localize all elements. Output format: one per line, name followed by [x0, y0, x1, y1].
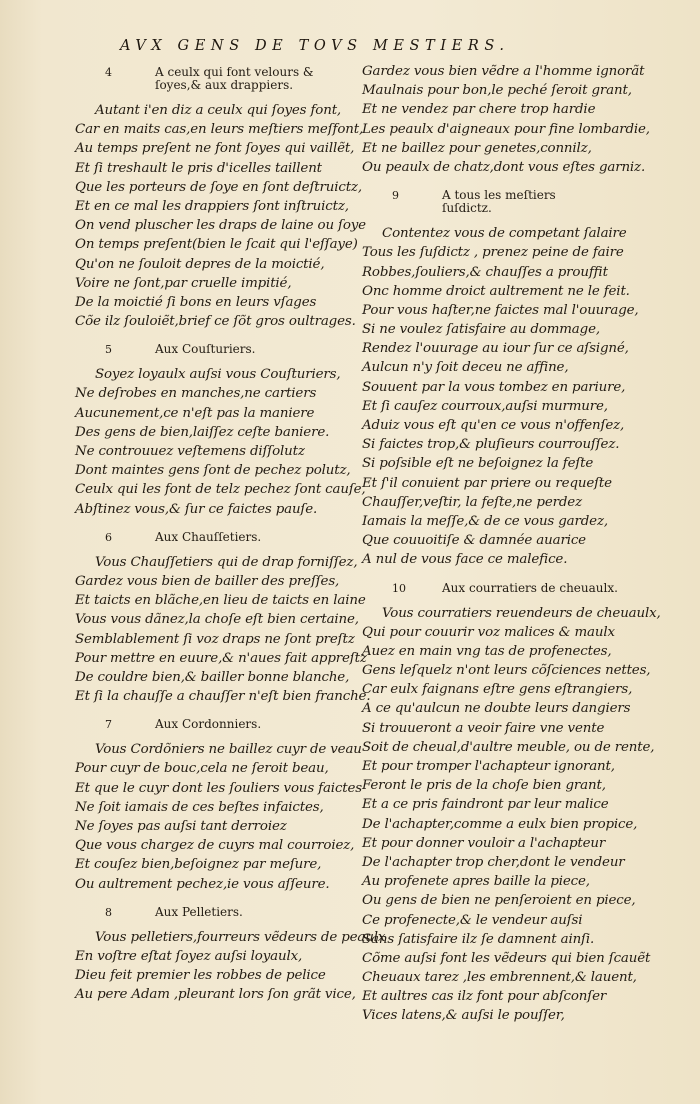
verse-line: Abſtinez vous,& ſur ce faictes pauſe. — [75, 501, 318, 517]
verse-line: Vous pelletiers,fourreurs vẽdeurs de peaulx — [95, 929, 386, 945]
verse-line: Pour mettre en euure,& n'aues fait appreſtz — [75, 650, 367, 666]
section-number: 8 — [105, 905, 112, 919]
verse-line: Ou aultrement pechez,ie vous aſſeure. — [75, 876, 330, 892]
section-heading — [75, 718, 375, 731]
verse-line: Et aultres cas ilz font pour abſconſer — [362, 989, 607, 1005]
section-number: 6 — [105, 530, 112, 544]
verse-line: Au profenete apres baille la piece, — [362, 874, 590, 890]
verse-line: Semblablement ſi voz draps ne ſont preſtz — [75, 631, 355, 647]
right-column — [362, 62, 662, 1034]
verse-line: Voire ne ſont,par cruelle impitié, — [75, 275, 292, 291]
section-heading — [75, 906, 375, 919]
verse-line: De la moictié ſi bons en leurs vſages — [75, 294, 317, 310]
verse-line: Ce profenecte,& le vendeur auſsi — [362, 912, 583, 928]
verse-line: Qu'on ne ſouloit depres de la moictié, — [75, 256, 325, 272]
verse-line: Ne controuuez veſtemens diſſolutz — [75, 444, 305, 459]
verse-line: Robbes,ſouliers,& chauſſes a prouffit — [362, 264, 608, 280]
verse-line: Dieu feit premier les robbes de pelice — [75, 968, 326, 984]
section-title: A tous les meſtiers ſuſdictz. — [442, 188, 556, 216]
verse-line: Et couſez bien,beſoignez par meſure, — [75, 857, 322, 873]
section-heading — [75, 66, 375, 92]
section-title: Aux Pelletiers. — [155, 904, 243, 919]
verse-line: Auez en main vng tas de profenectes, — [362, 643, 612, 659]
left-column — [75, 62, 386, 1013]
verse-line: Chauſſer,veſtir, la feſte,ne perdez — [362, 494, 582, 510]
verse-line: Ne ſoyes pas auſsi tant derroiez — [75, 819, 287, 834]
verse-line: Que les porteurs de ſoye en ſont deſtruictz, — [75, 179, 362, 195]
verse-line: Et pour tromper l'achapteur ignorant, — [362, 759, 615, 774]
verse-line: Soit de cheual,d'aultre meuble, ou de rente, — [362, 739, 655, 755]
section-heading — [362, 582, 662, 595]
verse-line: Contentez vous de competant ſalaire — [382, 226, 627, 242]
verse-line: Si trouueront a veoir faire vne vente — [362, 720, 605, 736]
verse-line: Et ſi treshault le pris d'icelles taillent — [75, 160, 322, 176]
verse-line: Soyez loyaulx auſsi vous Couſturiers, — [95, 367, 341, 383]
verse-line: Cõme auſsi font les vẽdeurs qui bien ſcauẽt — [362, 950, 651, 966]
verse-line: Vices latens,& auſsi le pouſſer, — [362, 1008, 565, 1024]
verse-line: Ou peaulx de chatz,dont vous eſtes garniz. — [362, 159, 646, 175]
verse-line: Ou gens de bien ne penſeroient en piece, — [362, 893, 636, 909]
verse-line: Car en maits cas,en leurs meſtiers meſfont, — [75, 122, 364, 138]
section-number: 7 — [105, 718, 112, 732]
verse-line: Maulnais pour bon,le peché ſeroit grant, — [362, 83, 632, 99]
verse-line: Les peaulx d'aigneaux pour fine lombardie, — [362, 121, 650, 137]
verse-line: Au temps preſent ne font ſoyes qui vaillẽt, — [75, 141, 355, 157]
verse-line: Et pour donner vouloir a l'achapteur — [362, 835, 606, 851]
verse-line: Et en ce mal les drappiers ſont inſtruictz, — [75, 198, 349, 214]
verse-line: Souuent par la vous tombez en pariure, — [362, 379, 626, 395]
verse-line: Tous les ſuſdictz , prenez peine de faire — [362, 245, 624, 261]
verse-line: Gens leſquelz n'ont leurs cõſciences nettes, — [362, 663, 651, 679]
verse-line: Pour vous haſter,ne faictes mal l'ouurage, — [362, 302, 639, 318]
verse-line: Vous vous dãnez,la choſe eſt bien certaine, — [75, 612, 359, 628]
verse-line: Et que le cuyr dont les ſouliers vous faictes — [75, 780, 363, 796]
section-heading — [75, 531, 375, 544]
verse-line: De couldre bien,& bailler bonne blanche, — [75, 669, 350, 685]
verse-line: De l'achapter trop cher,dont le vendeur — [362, 854, 625, 870]
verse-line: Ceulx qui les font de telz pechez ſont cauſe, — [75, 482, 366, 498]
verse-line: Et ſi la chauſſe a chauſſer n'eſt bien franche. — [75, 689, 371, 705]
verse-line: Car eulx faignans eſtre gens eſtrangiers, — [362, 682, 633, 698]
verse-line: Dont maintes gens ſont de pechez polutz, — [75, 463, 351, 479]
verse-line: Et taicts en blãche,en lieu de taicts en laine — [75, 593, 366, 609]
verse-line: Et ſi cauſez courroux,auſsi murmure, — [362, 398, 608, 414]
verse-line: Vous Cordõniers ne baillez cuyr de veau — [95, 742, 362, 758]
section-number: 9 — [392, 189, 399, 203]
verse-line: Pour cuyr de bouc,cela ne ſeroit beau, — [75, 761, 329, 777]
verse-line: Rendez l'ouurage au iour ſur ce aſsigné, — [362, 341, 629, 357]
verse-line: Que vous chargez de cuyrs mal courroiez, — [75, 838, 355, 854]
section-title: Aux Chauſſetiers. — [155, 529, 262, 544]
verse-line: Vous courratiers reuendeurs de cheuaulx, — [382, 605, 661, 621]
verse-line: A nul de vous face ce malefice. — [362, 552, 568, 568]
verse-line: Cheuaux tarez ,les embrennent,& lauent, — [362, 970, 637, 986]
verse-line: On temps preſent(bien le ſcait qui l'eſſaye) — [75, 237, 358, 253]
verse-line: Si faictes trop,& pluſieurs courrouſſez. — [362, 437, 620, 453]
verse-line: Feront le pris de la choſe bien grant, — [362, 778, 606, 794]
verse-line: Si ne voulez ſatisfaire au dommage, — [362, 322, 600, 338]
verse-line: On vend pluscher les draps de laine ou ſoye — [75, 218, 366, 234]
verse-line: Et ne baillez pour genetes,connilz, — [362, 140, 592, 156]
verse-line: Au pere Adam ,pleurant lors ſon grãt vice, — [75, 987, 356, 1003]
verse-line: Iamais la meſſe,& de ce vous gardez, — [362, 513, 608, 529]
section-heading — [75, 343, 375, 356]
verse-line: Et a ce pris faindront par leur malice — [362, 797, 609, 813]
verse-line: A ce qu'aulcun ne doubte leurs dangiers — [362, 701, 631, 717]
verse-line: Vous Chauſſetiers qui de drap forniſſez, — [95, 554, 358, 570]
verse-line: Qui pour couurir voz malices & maulx — [362, 624, 615, 640]
section-title: A ceulx qui font velours & ſoyes,& aux drappiers. — [155, 65, 314, 92]
verse-line: De l'achapter,comme a eulx bien propice, — [362, 816, 638, 832]
section-heading — [362, 189, 662, 215]
verse-line: Autant i'en diz a ceulx qui ſoyes font, — [95, 103, 342, 118]
verse-line: Cõe ilz ſouloiẽt,brief ce ſõt gros oultrages. — [75, 314, 356, 330]
verse-line: Aulcun n'y ſoit deceu ne affine, — [362, 360, 569, 376]
verse-line: Et ſ'il conuient par priere ou requeſte — [362, 475, 612, 491]
section-title: Aux Couſturiers. — [155, 342, 256, 357]
verse-line: Des gens de bien,laiſſez ceſte baniere. — [75, 424, 330, 440]
section-number: 10 — [392, 581, 406, 595]
section-number: 5 — [105, 343, 112, 357]
verse-line: Aucunement,ce n'eſt pas la maniere — [75, 405, 315, 421]
verse-line: Gardez vous bien vẽdre a l'homme ignorãt — [362, 64, 645, 79]
verse-line: Ne deſrobes en manches,ne cartiers — [75, 386, 317, 402]
verse-line: Onc homme droict aultrement ne le feit. — [362, 283, 630, 299]
verse-line: Sans ſatisfaire ilz ſe damnent ainſi. — [362, 931, 595, 947]
verse-line: Si poſsible eſt ne beſoignez la feſte — [362, 456, 594, 472]
verse-line: En voſtre eſtat ſoyez auſsi loyaulx, — [75, 948, 303, 964]
verse-line: Aduiz vous eſt qu'en ce vous n'offenſez, — [362, 418, 625, 433]
section-title: Aux Cordonniers. — [155, 717, 262, 732]
running-head: AVX GENS DE TOVS MESTIERS. — [120, 38, 510, 54]
verse-line: Que couuoitiſe & damnée auarice — [362, 533, 586, 549]
section-number: 4 — [105, 66, 112, 79]
verse-line: Ne ſoit iamais de ces beſtes infaictes, — [75, 799, 324, 815]
verse-line: Gardez vous bien de bailler des preſſes, — [75, 573, 340, 589]
section-title: Aux courratiers de cheuaulx. — [442, 580, 618, 595]
verse-line: Et ne vendez par chere trop hardie — [362, 102, 596, 118]
